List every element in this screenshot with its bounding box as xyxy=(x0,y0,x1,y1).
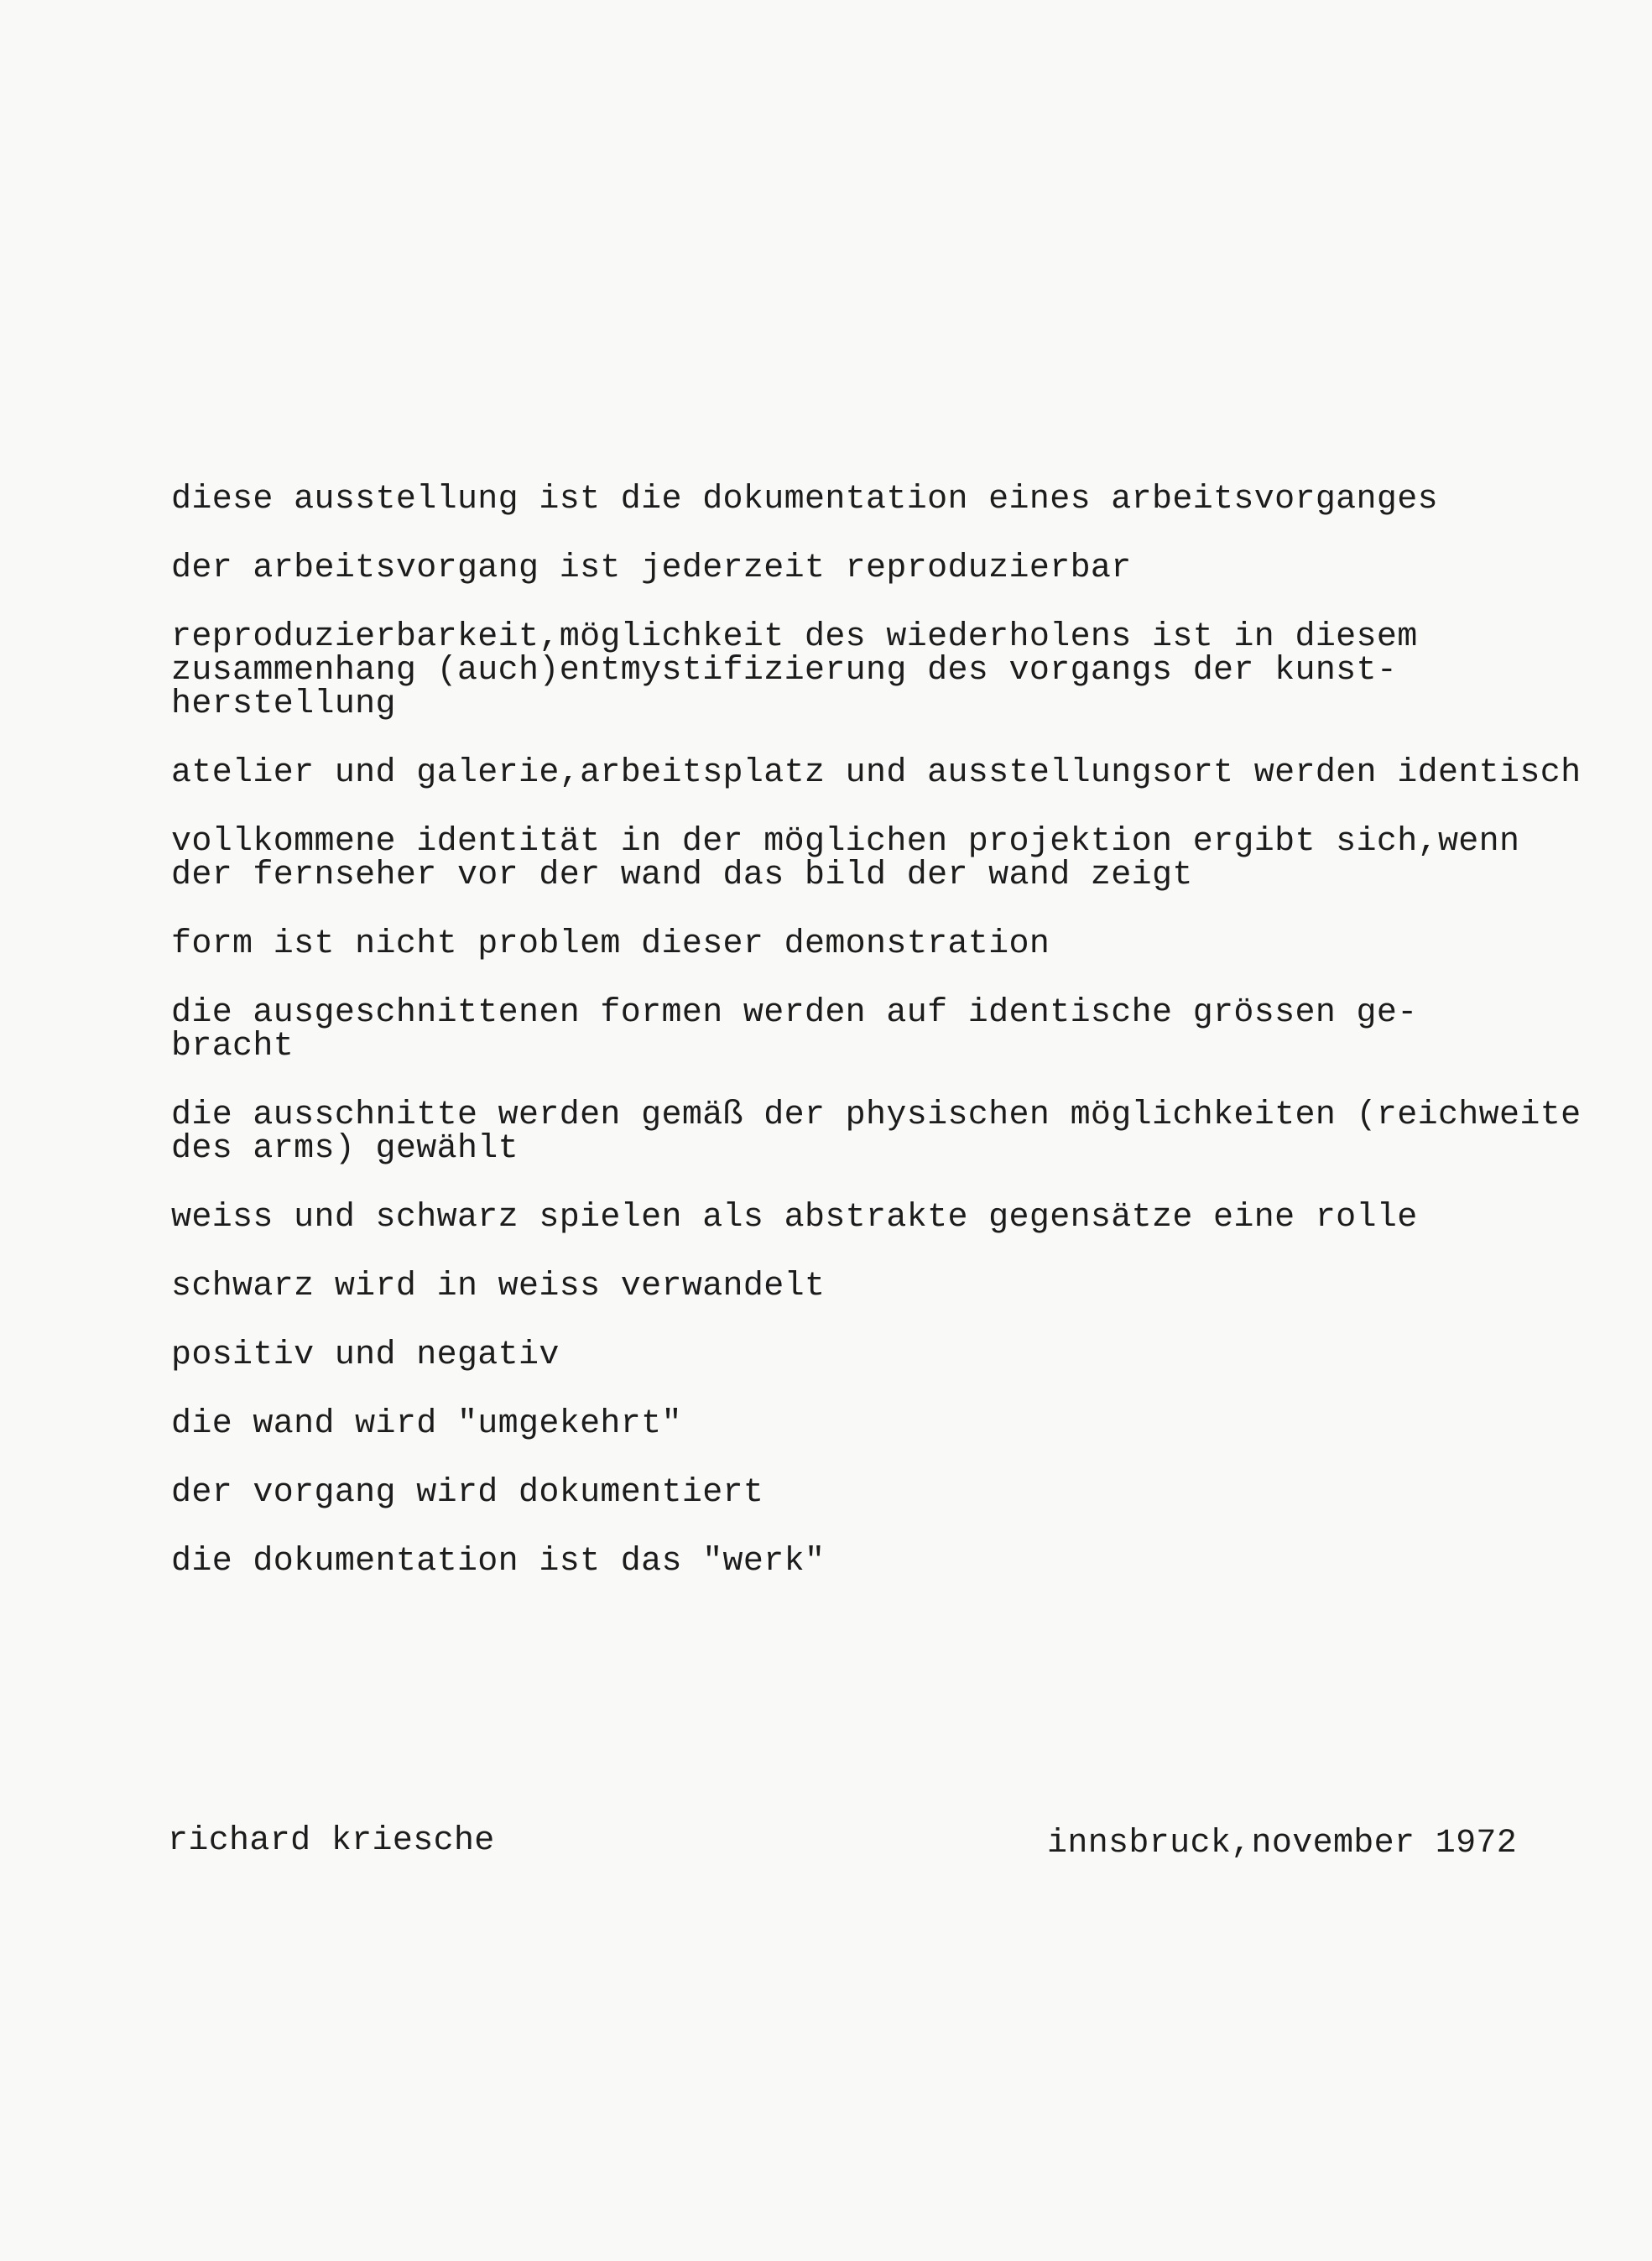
paragraph xyxy=(171,552,1614,586)
text-line: bracht xyxy=(171,1028,294,1065)
paragraph xyxy=(171,925,1614,963)
paragraph xyxy=(171,994,1614,1065)
paragraph xyxy=(171,1545,1614,1579)
text-line: schwarz wird in weiss verwandelt xyxy=(171,1268,826,1305)
author-name: richard kriesche xyxy=(168,1822,495,1860)
text-line: die ausgeschnittenen formen werden auf identische grössen ge- xyxy=(171,994,1418,1032)
paragraph xyxy=(171,1336,1614,1374)
paragraph xyxy=(171,1405,1614,1443)
text-line: der vorgang wird dokumentiert xyxy=(171,1474,764,1512)
text-line: die ausschnitte werden gemäß der physischen möglichkeiten (reichweite xyxy=(171,1097,1582,1134)
place-and-date: innsbruck,november 1972 xyxy=(1047,1825,1518,1862)
text-line: reproduzierbarkeit,möglichkeit des wiederholens ist in diesem xyxy=(171,618,1418,656)
text-line: herstellung xyxy=(171,685,396,723)
paragraph xyxy=(171,1270,1614,1304)
text-line: die dokumentation ist das "werk" xyxy=(171,1543,826,1581)
paragraph xyxy=(171,618,1614,723)
text-line: weiss und schwarz spielen als abstrakte gegensätze eine rolle xyxy=(171,1199,1418,1237)
paragraph xyxy=(171,823,1614,894)
statement-text xyxy=(171,483,1614,1614)
text-line: der fernseher vor der wand das bild der wand zeigt xyxy=(171,857,1193,894)
text-line: der arbeitsvorgang ist jederzeit reproduzierbar xyxy=(171,550,1132,587)
text-line: positiv und negativ xyxy=(171,1336,560,1374)
paragraph xyxy=(171,1201,1614,1235)
text-line: zusammenhang (auch)entmystifizierung des vorgangs der kunst- xyxy=(171,652,1398,690)
text-line: die wand wird "umgekehrt" xyxy=(171,1405,682,1443)
paragraph xyxy=(171,1099,1614,1166)
text-line: diese ausstellung ist die dokumentation eines arbeitsvorganges xyxy=(171,481,1438,518)
paragraph xyxy=(171,483,1614,517)
text-line: form ist nicht problem dieser demonstration xyxy=(171,925,1050,963)
paragraph xyxy=(171,1474,1614,1512)
paragraph xyxy=(171,754,1614,792)
text-line: atelier und galerie,arbeitsplatz und ausstellungsort werden identisch xyxy=(171,754,1582,792)
text-line: des arms) gewählt xyxy=(171,1130,519,1168)
text-line: vollkommene identität in der möglichen projektion ergibt sich,wenn xyxy=(171,823,1520,861)
